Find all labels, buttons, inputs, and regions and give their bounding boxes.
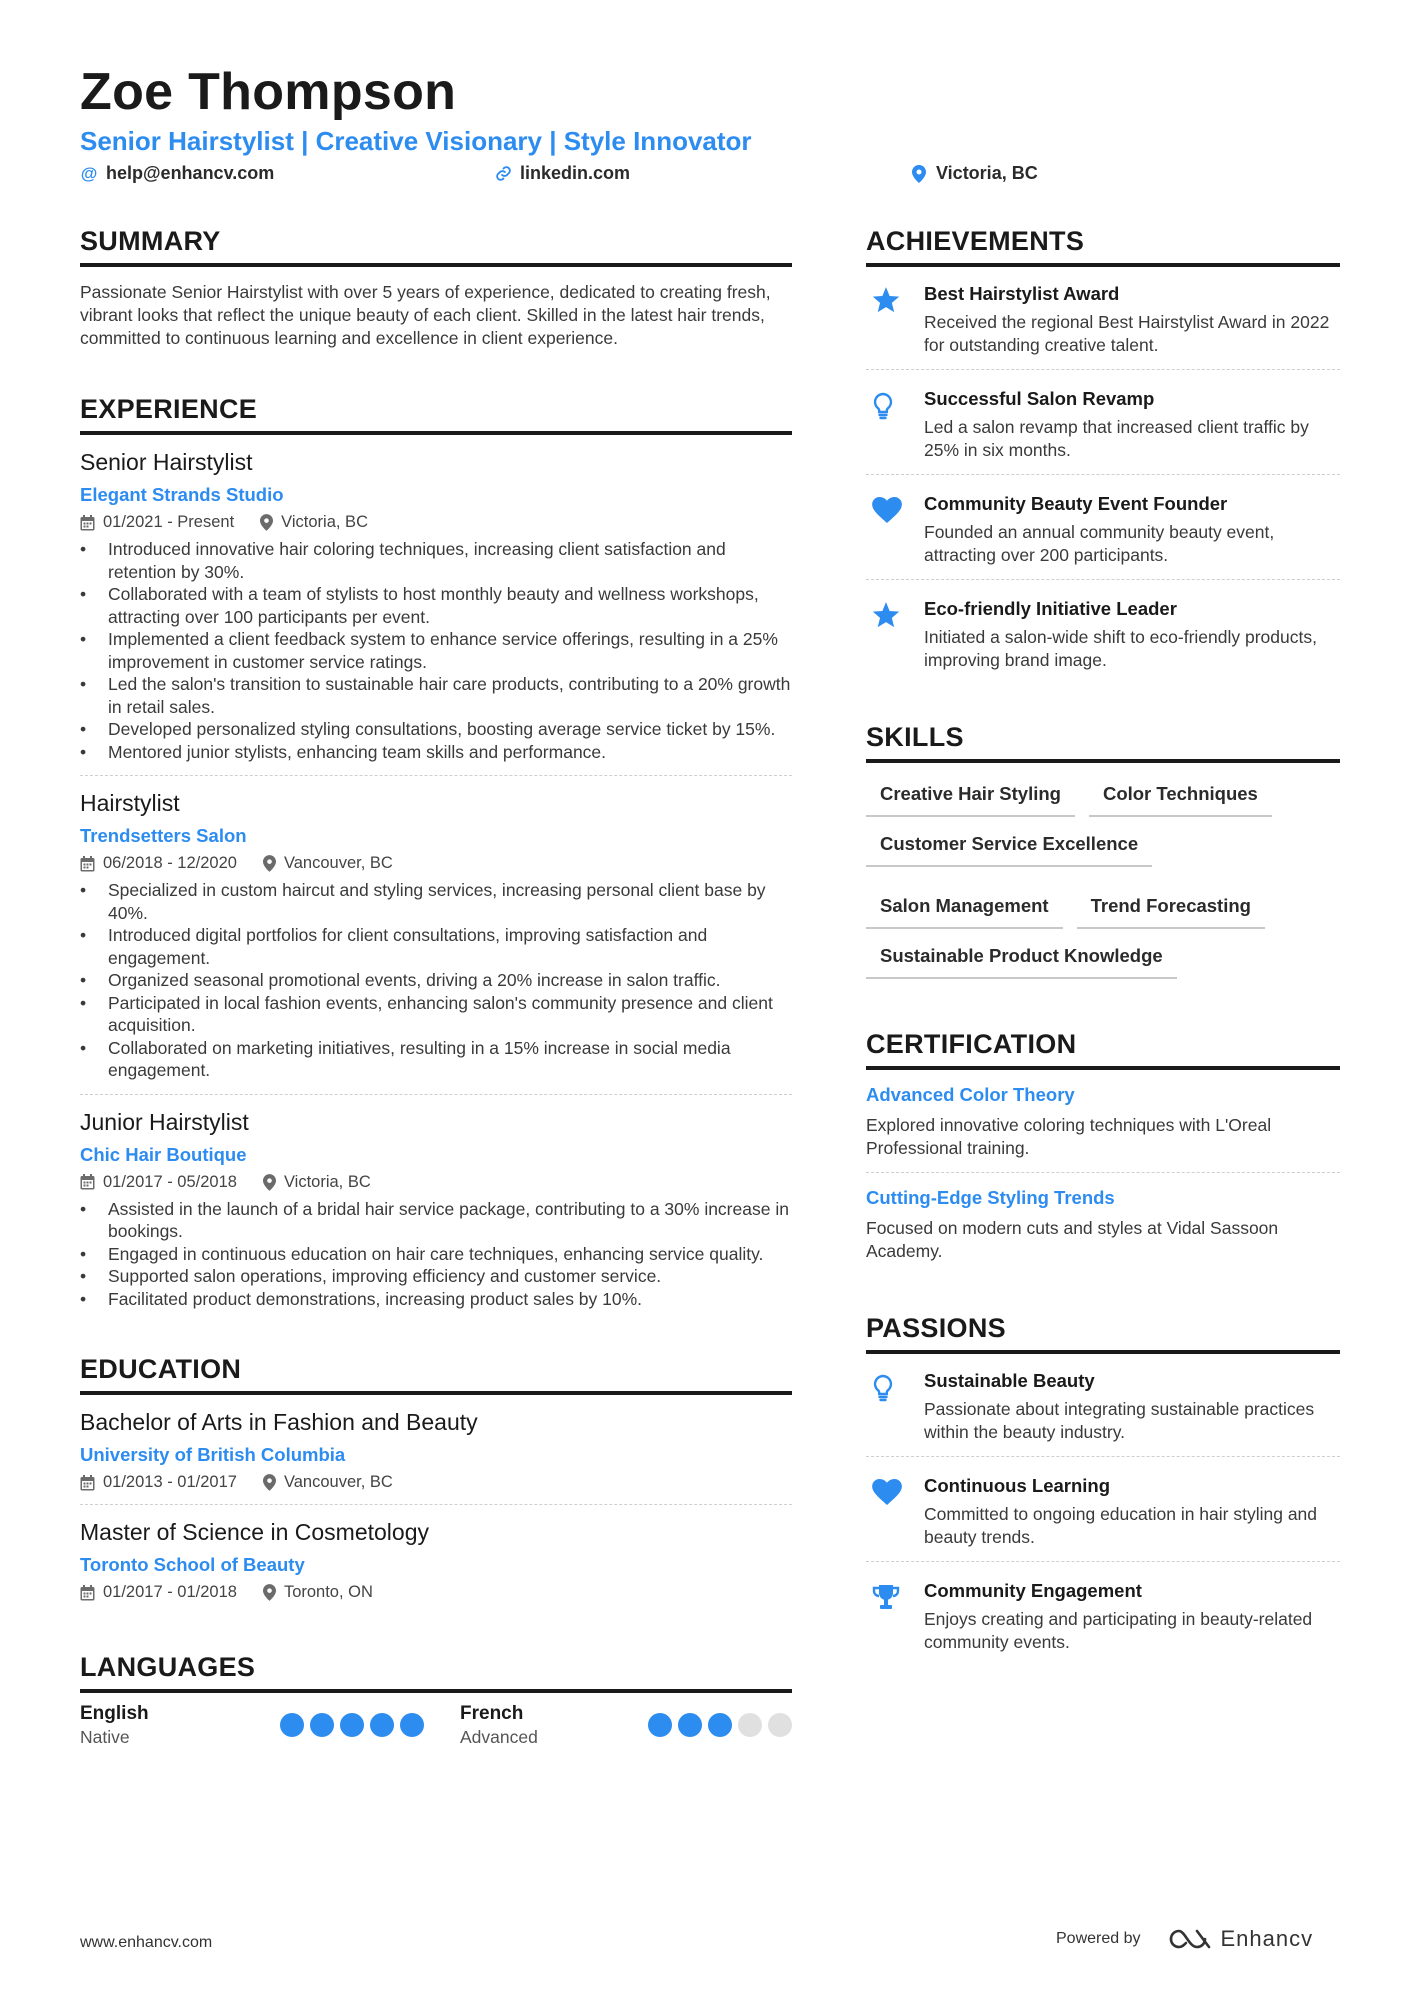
bullet: • Participated in local fashion events, enhancing salon's community presence and client acquisition.	[80, 992, 792, 1037]
bullet: • Specialized in custom haircut and styling services, increasing personal client base by 40%.	[80, 879, 792, 924]
achievement-title: Community Beauty Event Founder	[924, 493, 1228, 514]
location-pin-icon	[263, 1474, 276, 1491]
bullet: • Collaborated on marketing initiatives, resulting in a 15% increase in social media engagement.	[80, 1037, 792, 1082]
job-company: Elegant Strands Studio	[80, 484, 284, 505]
degree: Bachelor of Arts in Fashion and Beauty	[80, 1409, 478, 1435]
certification-item	[866, 1187, 1340, 1263]
achievement-item	[866, 384, 1340, 462]
calendar-icon	[80, 856, 95, 872]
certification-desc: Focused on modern cuts and styles at Vidal Sassoon Academy.	[866, 1218, 1279, 1261]
brand-name: Enhancv	[1220, 1926, 1314, 1951]
passion-title: Community Engagement	[924, 1580, 1142, 1601]
certification-title: CERTIFICATION	[866, 1029, 1340, 1070]
job-role: Senior Hairstylist	[80, 449, 253, 475]
language-item	[80, 1703, 460, 1748]
achievement-desc: Led a salon revamp that increased client traffic by 25% in six months.	[924, 417, 1309, 460]
location-pin-icon	[263, 1174, 276, 1191]
trophy-icon	[872, 1584, 900, 1610]
skills-title: SKILLS	[866, 722, 1340, 763]
job-bullets	[80, 1198, 792, 1311]
rating-dot-filled	[280, 1713, 304, 1737]
education-location: Vancouver, BC	[283, 1473, 393, 1491]
divider	[866, 474, 1340, 475]
contact-location	[910, 163, 1038, 184]
summary-title: SUMMARY	[80, 226, 792, 267]
bullet: • Implemented a client feedback system to enhance service offerings, resulting in a 25% improvement in customer service ratings.	[80, 628, 792, 673]
job-company: Trendsetters Salon	[80, 825, 247, 846]
at-icon: @	[80, 163, 98, 183]
certification-name: Advanced Color Theory	[866, 1084, 1075, 1105]
bullet: • Engaged in continuous education on hair care techniques, enhancing service quality.	[80, 1243, 792, 1266]
language-name: French	[460, 1703, 524, 1724]
language-rating	[648, 1713, 792, 1737]
divider	[866, 369, 1340, 370]
certification-section	[866, 1029, 1340, 1263]
education-dates: 01/2017 - 01/2018	[103, 1583, 237, 1601]
language-level: Advanced	[460, 1727, 538, 1747]
education-entry	[80, 1409, 792, 1492]
star-icon	[872, 287, 900, 314]
passion-item	[866, 1471, 1340, 1549]
rating-dot-filled	[678, 1713, 702, 1737]
bullet: • Introduced innovative hair coloring techniques, increasing client satisfaction and retention by 30%.	[80, 538, 792, 583]
education-dates: 01/2013 - 01/2017	[103, 1473, 237, 1491]
achievement-desc: Received the regional Best Hairstylist Award in 2022 for outstanding creative talent.	[924, 312, 1330, 355]
skill-tag: Sustainable Product Knowledge	[866, 941, 1177, 979]
bullet: • Introduced digital portfolios for client consultations, improving satisfaction and engagement.	[80, 924, 792, 969]
job-meta	[80, 1173, 792, 1192]
experience-title: EXPERIENCE	[80, 394, 792, 435]
education-entry	[80, 1519, 792, 1602]
achievement-item	[866, 489, 1340, 567]
job-location: Victoria, BC	[281, 513, 368, 531]
achievement-title: Best Hairstylist Award	[924, 283, 1120, 304]
bullet: • Developed personalized styling consultations, boosting average service ticket by 15%.	[80, 718, 792, 741]
location-pin-icon	[263, 1584, 276, 1601]
bullet: • Collaborated with a team of stylists to host monthly beauty and wellness workshops, attracting over 100 participants per event.	[80, 583, 792, 628]
skill-tag: Trend Forecasting	[1077, 891, 1265, 929]
skill-tag: Salon Management	[866, 891, 1063, 929]
passion-desc: Passionate about integrating sustainable practices within the beauty industry.	[924, 1399, 1315, 1442]
passions-section	[866, 1313, 1340, 1654]
location-text: Victoria, BC	[936, 163, 1038, 183]
skill-tag: Color Techniques	[1089, 779, 1272, 817]
passion-title: Sustainable Beauty	[924, 1370, 1095, 1391]
job-company: Chic Hair Boutique	[80, 1143, 247, 1165]
star-icon	[872, 602, 900, 629]
enhancv-logo-icon	[1167, 1927, 1213, 1951]
job-location: Victoria, BC	[283, 1172, 371, 1191]
passion-item	[866, 1366, 1340, 1444]
right-column	[866, 226, 1340, 1654]
education-section	[80, 1354, 792, 1602]
divider	[80, 775, 792, 776]
candidate-name: Zoe Thompson	[80, 63, 457, 121]
certification-desc: Explored innovative coloring techniques with L'Oreal Professional training.	[866, 1115, 1272, 1158]
passion-item	[866, 1576, 1340, 1654]
divider	[866, 1456, 1340, 1457]
footer-branding	[1056, 1926, 1313, 1952]
job-entry	[80, 1109, 792, 1311]
rating-dot-filled	[400, 1713, 424, 1737]
footer-website[interactable]: www.enhancv.com	[80, 1934, 213, 1951]
rating-dot-empty	[768, 1713, 792, 1737]
degree: Master of Science in Cosmetology	[80, 1519, 429, 1545]
calendar-icon	[80, 1475, 95, 1491]
location-pin-icon	[910, 165, 928, 183]
contact-linkedin[interactable]	[494, 163, 630, 184]
achievement-title: Eco-friendly Initiative Leader	[924, 598, 1177, 619]
school: University of British Columbia	[80, 1444, 346, 1465]
job-entry	[80, 449, 792, 763]
lightbulb-icon	[872, 1374, 894, 1402]
divider	[866, 1172, 1340, 1173]
enhancv-logo[interactable]	[1167, 1926, 1314, 1952]
education-meta	[80, 1473, 792, 1492]
calendar-icon	[80, 515, 95, 531]
passions-title: PASSIONS	[866, 1313, 1340, 1354]
passion-desc: Enjoys creating and participating in beauty-related community events.	[924, 1609, 1313, 1652]
left-column	[80, 226, 792, 1748]
divider	[80, 1504, 792, 1505]
achievements-title: ACHIEVEMENTS	[866, 226, 1340, 267]
achievement-desc: Initiated a salon-wide shift to eco-friendly products, improving brand image.	[924, 627, 1317, 670]
headline: Senior Hairstylist | Creative Visionary | Style Innovator	[80, 126, 752, 156]
achievement-desc: Founded an annual community beauty event, attracting over 200 participants.	[924, 522, 1275, 565]
divider	[866, 1561, 1340, 1562]
languages-section	[80, 1652, 792, 1748]
skill-tag: Creative Hair Styling	[866, 779, 1075, 817]
rating-dot-empty	[738, 1713, 762, 1737]
summary-section	[80, 226, 792, 350]
rating-dot-filled	[310, 1713, 334, 1737]
job-dates: 01/2021 - Present	[103, 513, 235, 531]
powered-by-label: Powered by	[1056, 1930, 1141, 1947]
passion-title: Continuous Learning	[924, 1475, 1111, 1496]
language-level: Native	[80, 1727, 130, 1747]
bullet: • Organized seasonal promotional events, driving a 20% increase in salon traffic.	[80, 969, 792, 992]
email-text: help@enhancv.com	[106, 163, 275, 183]
bullet: • Supported salon operations, improving efficiency and customer service.	[80, 1265, 792, 1288]
summary-text: Passionate Senior Hairstylist with over 5 years of experience, dedicated to creating fresh, vibrant looks that reflect the unique beauty of each client. Skilled in the latest hair trends, committed to continuous learning and excellence in client experience.	[80, 282, 771, 348]
job-dates: 06/2018 - 12/2020	[103, 854, 237, 872]
lightbulb-icon	[872, 392, 894, 420]
bullet: • Assisted in the launch of a bridal hair service package, contributing to a 30% increase in bookings.	[80, 1198, 792, 1243]
heart-icon	[872, 1479, 902, 1505]
divider	[80, 1094, 792, 1095]
job-bullets	[80, 538, 792, 763]
education-meta	[80, 1583, 792, 1602]
job-role: Hairstylist	[80, 790, 180, 816]
language-rating	[280, 1713, 424, 1737]
rating-dot-filled	[648, 1713, 672, 1737]
skill-tag: Customer Service Excellence	[866, 829, 1152, 867]
heart-icon	[872, 497, 902, 523]
achievement-item	[866, 594, 1340, 672]
job-meta	[80, 854, 792, 873]
link-icon	[494, 165, 512, 183]
divider	[866, 579, 1340, 580]
language-name: English	[80, 1703, 149, 1724]
school: Toronto School of Beauty	[80, 1554, 305, 1575]
certification-name: Cutting-Edge Styling Trends	[866, 1187, 1115, 1208]
location-pin-icon	[260, 514, 273, 531]
bullet: • Mentored junior stylists, enhancing team skills and performance.	[80, 741, 792, 764]
languages-title: LANGUAGES	[80, 1652, 792, 1693]
linkedin-text: linkedin.com	[520, 163, 631, 183]
education-title: EDUCATION	[80, 1354, 792, 1395]
calendar-icon	[80, 1585, 95, 1601]
language-item	[460, 1703, 792, 1748]
certification-item	[866, 1084, 1340, 1160]
bullet: • Facilitated product demonstrations, increasing product sales by 10%.	[80, 1288, 792, 1311]
achievements-section	[866, 226, 1340, 672]
achievement-title: Successful Salon Revamp	[924, 388, 1155, 409]
skills-section	[866, 722, 1340, 979]
job-dates: 01/2017 - 05/2018	[103, 1172, 237, 1191]
job-role: Junior Hairstylist	[80, 1108, 249, 1135]
contact-email[interactable]	[80, 163, 274, 184]
job-location: Vancouver, BC	[283, 854, 393, 872]
experience-section	[80, 394, 792, 1310]
passion-desc: Committed to ongoing education in hair styling and beauty trends.	[924, 1504, 1318, 1547]
education-location: Toronto, ON	[283, 1583, 373, 1601]
job-entry	[80, 790, 792, 1082]
achievement-item	[866, 279, 1340, 357]
calendar-icon	[80, 1174, 95, 1190]
job-bullets	[80, 879, 792, 1082]
job-meta	[80, 513, 792, 532]
location-pin-icon	[263, 855, 276, 872]
bullet: • Led the salon's transition to sustainable hair care products, contributing to a 20% growth in retail sales.	[80, 673, 792, 718]
rating-dot-filled	[340, 1713, 364, 1737]
rating-dot-filled	[370, 1713, 394, 1737]
rating-dot-filled	[708, 1713, 732, 1737]
